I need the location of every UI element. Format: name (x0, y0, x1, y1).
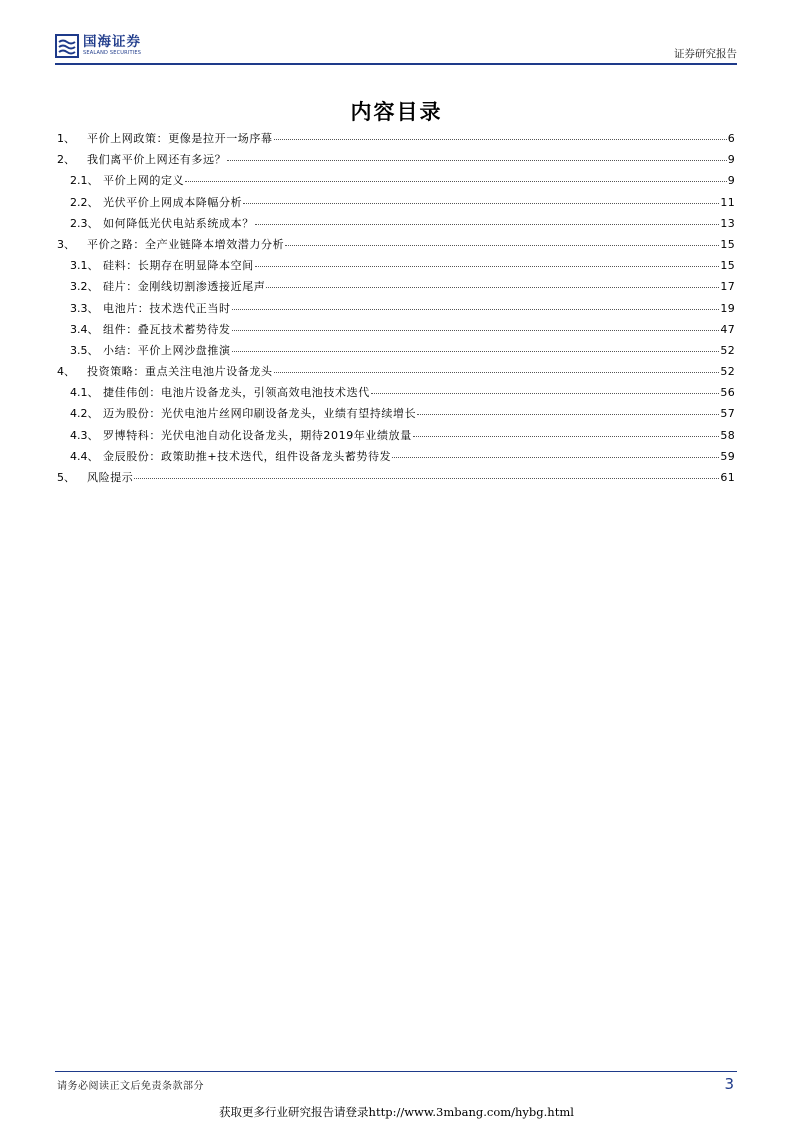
toc-entry-page: 52 (720, 365, 735, 379)
page-number: 3 (724, 1075, 734, 1093)
toc-entry-title: 平价上网的定义 (103, 174, 185, 188)
toc-dot-leader (243, 202, 719, 204)
toc-entry-number: 3.3、 (70, 301, 99, 315)
toc-entry-page: 9 (727, 174, 735, 188)
toc-entry-number: 2.2、 (70, 195, 99, 209)
toc-entry-page: 52 (720, 343, 735, 357)
toc-entry-title: 平价上网政策：更像是拉开一场序幕 (87, 132, 273, 145)
toc-entry-number: 4.1、 (70, 386, 99, 400)
toc-entry-page: 6 (727, 132, 735, 145)
toc-entry[interactable] (57, 340, 735, 361)
toc-entry[interactable] (57, 446, 735, 467)
toc-entry-number: 1、 (57, 132, 75, 145)
toc-dot-leader (232, 329, 720, 331)
toc-entry-number: 4.3、 (70, 428, 99, 442)
toc-entry-title: 光伏平价上网成本降幅分析 (103, 195, 243, 209)
toc-entry-number: 4.2、 (70, 407, 99, 421)
toc-title: 内容目录 (350, 100, 443, 124)
toc-entry-title: 组件：叠瓦技术蓄势待发 (103, 322, 231, 336)
disclaimer-text: 请务必阅读正文后免责条款部分 (57, 1081, 204, 1092)
report-type-label: 证券研究报告 (674, 48, 737, 60)
toc-entry-page: 15 (720, 237, 735, 251)
page-header (55, 34, 737, 64)
toc-dot-leader (285, 244, 719, 246)
table-of-contents (57, 128, 735, 488)
toc-entry-page: 61 (720, 471, 735, 484)
toc-entry[interactable] (57, 361, 735, 382)
toc-entry[interactable] (57, 192, 735, 213)
toc-entry[interactable] (57, 298, 735, 319)
footer-divider (55, 1071, 737, 1072)
toc-entry-number: 3.1、 (70, 259, 99, 273)
toc-dot-leader (134, 477, 719, 479)
toc-entry[interactable] (57, 276, 735, 297)
toc-entry-title: 捷佳伟创：电池片设备龙头，引领高效电池技术迭代 (103, 386, 370, 400)
toc-entry-page: 9 (727, 153, 735, 167)
brand-name-en: SEALAND SECURITIES (83, 50, 142, 57)
toc-entry[interactable] (57, 149, 735, 170)
toc-entry-title: 我们离平价上网还有多远？ (87, 153, 227, 167)
toc-dot-leader (255, 265, 720, 267)
toc-entry-title: 硅片：金刚线切割渗透接近尾声 (103, 280, 266, 294)
toc-entry-title: 风险提示 (87, 471, 134, 484)
toc-entry-page: 59 (720, 449, 735, 463)
toc-entry-page: 13 (720, 216, 735, 230)
toc-entry[interactable] (57, 467, 735, 488)
toc-entry-number: 5、 (57, 471, 75, 484)
toc-dot-leader (227, 159, 726, 161)
toc-entry-page: 11 (720, 195, 735, 209)
toc-entry-title: 硅料：长期存在明显降本空间 (103, 259, 254, 273)
toc-entry[interactable] (57, 403, 735, 424)
toc-dot-leader (371, 392, 720, 394)
toc-dot-leader (413, 435, 720, 437)
toc-dot-leader (255, 223, 720, 225)
toc-entry-number: 3.5、 (70, 343, 99, 357)
toc-entry-number: 4、 (57, 365, 75, 379)
toc-entry-title: 罗博特科：光伏电池自动化设备龙头，期待2019年业绩放量 (103, 428, 412, 442)
toc-entry[interactable] (57, 425, 735, 446)
toc-entry[interactable] (57, 234, 735, 255)
brand-name-cn: 国海证券 (83, 33, 141, 50)
brand-logo (55, 34, 141, 58)
toc-dot-leader (417, 413, 719, 415)
toc-entry-title: 小结：平价上网沙盘推演 (103, 343, 231, 357)
toc-entry-page: 19 (720, 301, 735, 315)
toc-entry-number: 2.3、 (70, 216, 99, 230)
toc-entry-page: 47 (720, 322, 735, 336)
header-divider (55, 63, 737, 65)
toc-dot-leader (274, 138, 727, 140)
toc-entry-title: 电池片：技术迭代正当时 (103, 301, 231, 315)
toc-entry[interactable] (57, 128, 735, 149)
toc-dot-leader (274, 371, 720, 373)
toc-entry-title: 投资策略：重点关注电池片设备龙头 (87, 365, 273, 379)
toc-entry-number: 3、 (57, 237, 75, 251)
toc-entry[interactable] (57, 382, 735, 403)
toc-dot-leader (392, 456, 719, 458)
toc-entry-page: 58 (720, 428, 735, 442)
toc-entry-page: 15 (720, 259, 735, 273)
toc-entry-number: 2.1、 (70, 174, 99, 188)
toc-entry[interactable] (57, 255, 735, 276)
toc-entry-title: 迈为股份：光伏电池片丝网印刷设备龙头，业绩有望持续增长 (103, 407, 417, 421)
toc-dot-leader (232, 308, 720, 310)
toc-entry[interactable] (57, 170, 735, 191)
toc-entry-number: 2、 (57, 153, 75, 167)
toc-entry-page: 17 (720, 280, 735, 294)
toc-entry[interactable] (57, 213, 735, 234)
toc-dot-leader (232, 350, 720, 352)
toc-entry-title: 金辰股份：政策助推+技术迭代，组件设备龙头蓄势待发 (103, 449, 392, 463)
toc-entry[interactable] (57, 319, 735, 340)
toc-entry-title: 如何降低光伏电站系统成本？ (103, 216, 254, 230)
toc-entry-page: 56 (720, 386, 735, 400)
toc-dot-leader (185, 180, 726, 182)
toc-entry-number: 3.4、 (70, 322, 99, 336)
toc-dot-leader (266, 286, 719, 288)
toc-entry-number: 3.2、 (70, 280, 99, 294)
toc-entry-title: 平价之路：全产业链降本增效潜力分析 (87, 237, 285, 251)
promo-link-text[interactable]: 获取更多行业研究报告请登录http://www.3mbang.com/hybg.html (219, 1105, 574, 1119)
sealand-logo-icon (55, 34, 79, 58)
toc-entry-page: 57 (720, 407, 735, 421)
toc-entry-number: 4.4、 (70, 449, 99, 463)
